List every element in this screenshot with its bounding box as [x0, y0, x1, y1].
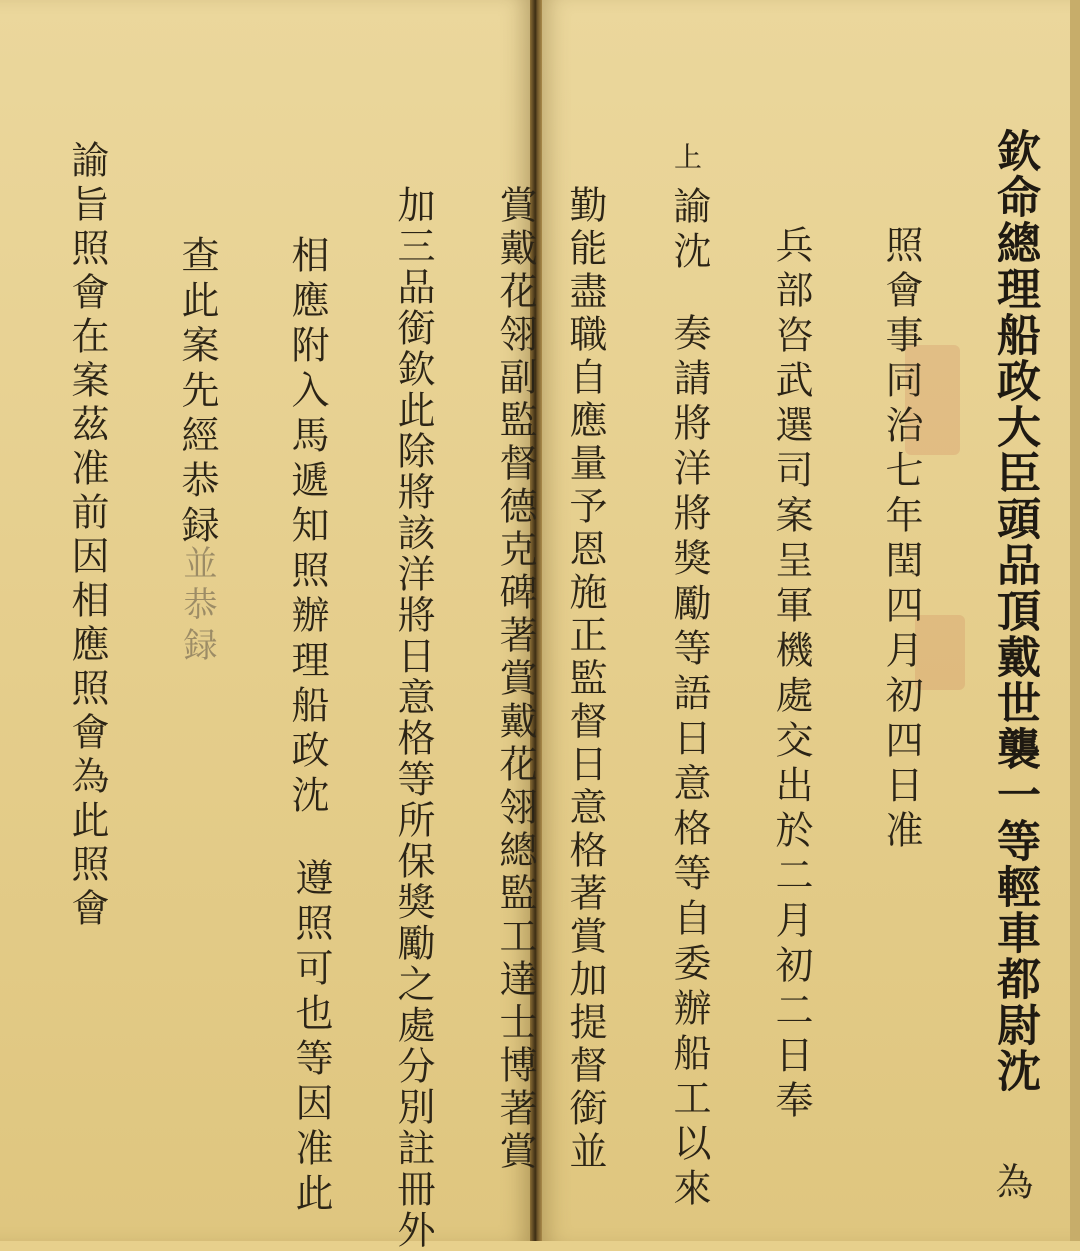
column-text: 勤能盡職自應量予恩施正監督日意格著賞加提督銜並 [563, 185, 607, 1174]
column-text: 查此案先經恭録 [175, 235, 219, 550]
column-text: 為 [989, 1162, 1033, 1207]
column-text: 加三品銜欽此除將該洋將日意格等所保獎勵之處分別註冊外 [391, 185, 435, 1251]
column-text: 上 [670, 142, 703, 174]
column-text: 相應附入馬遞知照辦理船政沈 [285, 235, 329, 820]
document-title: 欽命總理船政大臣頭品頂戴世襲一等輕車都尉沈 [989, 128, 1040, 1094]
column-text: 兵部咨武選司案呈軍機處交出於二月初二日奉 [769, 225, 813, 1125]
column-text: 照會事同治七年閏四月初四日准 [879, 225, 923, 855]
column-text: 諭旨照會在案茲准前因相應照會為此照會 [65, 140, 109, 932]
column-text: 奏請將洋將獎勵等語日意格等自委辦船工以來 [667, 313, 711, 1213]
page-edge [1070, 0, 1080, 1241]
column-text: 諭沈 [667, 186, 711, 276]
column-text: 遵照可也等因准此 [289, 858, 333, 1218]
column-text-faint: 並恭録 [177, 545, 217, 668]
column-text: 賞戴花翎副監督德克碑著賞戴花翎總監工達士博著賞 [493, 185, 537, 1174]
